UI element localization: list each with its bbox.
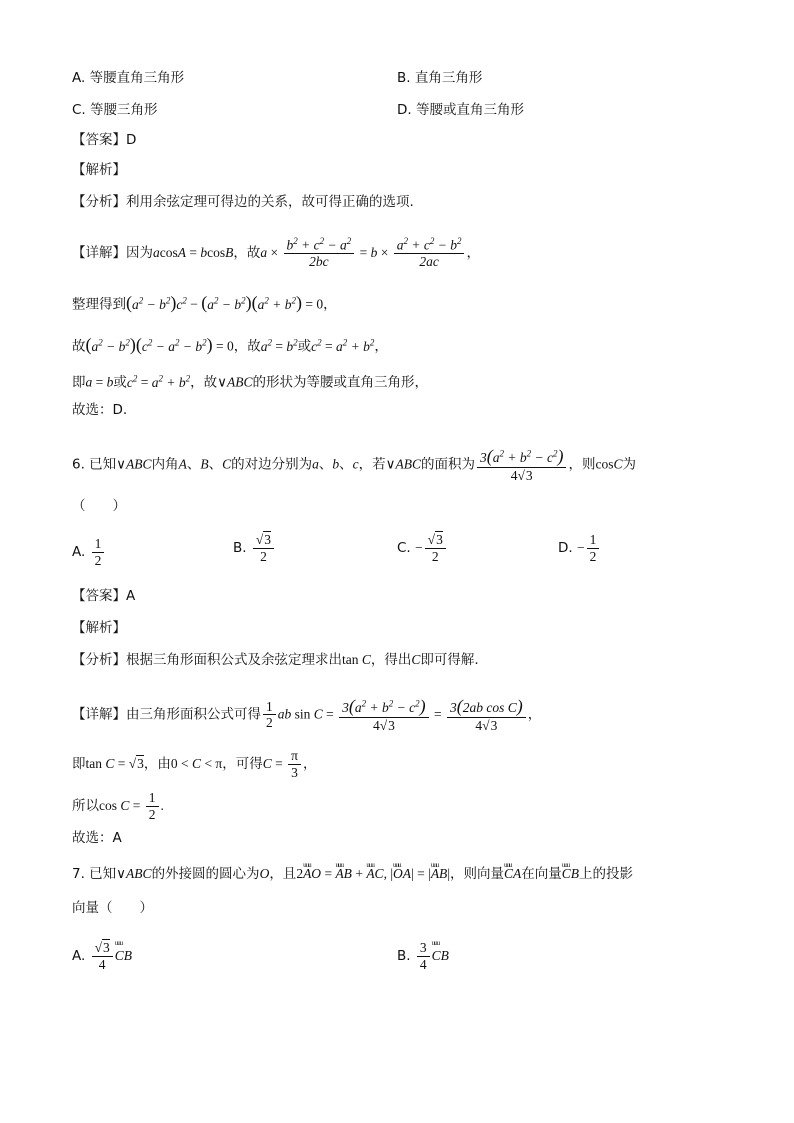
equation: a <box>153 244 160 260</box>
q6-option-d: D. − $\frac{1}{2}$ <box>558 532 601 564</box>
detail-text: 即 <box>72 756 86 773</box>
q5-jiexi: 【解析】 <box>72 162 126 178</box>
stem-text: 的外接圆的圆心为 <box>151 866 260 882</box>
stem-text: 的对边分别为 <box>231 456 313 473</box>
detail-text: ，由 <box>143 756 171 773</box>
detail-tag: 【详解】 <box>72 706 126 723</box>
fraction: $\frac{√3}{4}$ <box>92 940 113 972</box>
fraction: $\frac{1}{2}$ <box>587 532 600 564</box>
stem-text: 为 <box>622 456 636 473</box>
q5-option-c: C. 等腰三角形 <box>72 102 158 118</box>
stem-text: 在向量 <box>521 866 562 882</box>
q5-detail-line-1: 【详解】因为acosA = bcosB，故a × $\frac{b^2 + c^2 - a^2}{2bc}$ = b × $\frac{a^2 + c^2 - b^2}{2ac}$ ， <box>72 236 480 270</box>
q6-stem: 6. 已知∨ABC内角A、B、C的对边分别为a、b、c，若∨ABC的面积为 $\frac{3(a^2 + b^2 - c^2)}{4√3}$ ，则cosC为 <box>72 446 636 483</box>
detail-text: 整理得到 <box>72 296 126 313</box>
q6-option-c: C. − $\frac{√3}{2}$ <box>397 532 448 564</box>
q5-option-a: A. 等腰直角三角形 <box>72 70 185 86</box>
answer-tag: 【答案】 <box>72 588 126 604</box>
q6-detail-line-1: 【详解】由三角形面积公式可得 $\frac{1}{2}$ ab sin C = $\frac{3(a^2 + b^2 - c^2)}{4√3}$ = $\frac{\text{3(2ab cos C)}}{4√3}$ ， <box>72 696 542 733</box>
q6-detail-line-3: 所以cos C = $\frac{1}{2}$ . <box>72 790 164 822</box>
q5-answer <box>72 130 136 150</box>
fraction: $\frac{a^2 + c^2 - b^2}{2ac}$ <box>394 236 465 270</box>
q5-option-d: D. 等腰或直角三角形 <box>397 102 524 118</box>
q6-jiexi: 【解析】 <box>72 620 126 636</box>
stem-text: 内角 <box>151 456 179 473</box>
analysis-tag: 【分析】 <box>72 652 126 668</box>
fraction: $\frac{3(a^2 + b^2 - c^2)}{4√3}$ <box>339 696 428 733</box>
analysis-text: 即可得解. <box>420 652 479 668</box>
q6-paren: （ ） <box>72 498 126 514</box>
detail-text: 由三角形面积公式可得 <box>126 706 261 723</box>
fraction: $\frac{√3}{2}$ <box>253 532 274 564</box>
answer-tag: 【答案】 <box>72 132 126 148</box>
fraction: $\frac{\pi}{3}$ <box>288 748 301 780</box>
analysis-text: ，得出 <box>370 652 412 668</box>
q5-choose: 故选：D. <box>72 402 128 418</box>
fraction: $\frac{3(a^2 + b^2 - c^2)}{4√3}$ <box>477 446 566 483</box>
option-label: C. <box>397 540 411 557</box>
q7-stem-2: 向量（ ） <box>72 900 153 916</box>
option-label: D. <box>558 540 573 557</box>
fraction: $\frac{\text{3(2ab cos C)}}{4√3}$ <box>447 696 526 733</box>
option-label: A. <box>72 948 86 965</box>
fraction: $\frac{3}{4}$ <box>417 940 430 972</box>
detail-tag: 【详解】 <box>72 244 126 261</box>
option-label: A. <box>72 544 86 561</box>
q5-detail-line-3: 故$(a^2 - b^2)(c^2 - a^2 - b^2) = 0$，故$a^2 = b^2$或$c^2 = a^2 + b^2$， <box>72 334 388 355</box>
detail-text: 故 <box>72 338 86 355</box>
analysis-tag: 【分析】 <box>72 194 126 210</box>
fraction: $\frac{1}{2}$ <box>263 699 276 731</box>
q6-option-a <box>72 536 106 568</box>
q5-option-b: B. 直角三角形 <box>397 70 483 86</box>
q6-choose: 故选：A <box>72 830 122 846</box>
q7-option-a: A. $\frac{√3}{4}$ uuu CB <box>72 940 132 972</box>
fraction: $\frac{b^2 + c^2 - a^2}{2bc}$ <box>284 236 355 270</box>
detail-text: 因为 <box>126 244 153 261</box>
question-number: 7. 已知 <box>72 866 117 882</box>
q6-analysis: 【分析】根据三角形面积公式及余弦定理求出tan C，得出C即可得解. <box>72 652 479 668</box>
option-label: B. <box>233 540 247 557</box>
question-number: 6. 已知 <box>72 456 117 473</box>
detail-text: ，故 <box>190 374 218 391</box>
stem-text: ，则向量 <box>450 866 505 882</box>
fraction: $\frac{1}{2}$ <box>92 536 105 568</box>
q7-stem: 7. 已知∨ABC的外接圆的圆心为O，且2uuu AO = uuu AB + uuu AC, |uuu OA| = |uuu AB|，则向量uuu CA在向量uuu CB上的投影 <box>72 864 633 884</box>
answer-value: D <box>126 132 137 148</box>
q7-option-b: B. $\frac{3}{4}$ uuu CB <box>397 940 449 972</box>
analysis-text: 根据三角形面积公式及余弦定理求出 <box>126 652 342 668</box>
analysis-text: 利用余弦定理可得边的关系，故可得正确的选项. <box>126 194 414 210</box>
q5-analysis <box>72 192 414 212</box>
stem-text: ，且 <box>269 866 297 882</box>
q6-option-b <box>233 532 276 564</box>
stem-text: 上的投影 <box>579 866 634 882</box>
stem-text: ，若 <box>358 456 386 473</box>
q6-detail-line-2: 即tan C = √3，由0 < C < π，可得C = $\frac{\pi}{3}$ ， <box>72 748 317 780</box>
detail-text: 所以 <box>72 798 99 815</box>
option-label: B. <box>397 948 411 965</box>
q5-detail-line-4: 即a = b或$c^2 = a^2 + b^2$，故∨ABC的形状为等腰或直角三角形， <box>72 373 429 391</box>
fraction: $\frac{√3}{2}$ <box>425 532 446 564</box>
detail-text: 即 <box>72 374 86 391</box>
stem-text: ，则 <box>568 456 596 473</box>
fraction: $\frac{1}{2}$ <box>146 790 159 822</box>
answer-value: A <box>126 588 136 604</box>
stem-text: 的面积为 <box>420 456 475 473</box>
q5-detail-line-2: 整理得到$(a^2 - b^2)c^2 - (a^2 - b^2)(a^2 + b^2) = 0$， <box>72 292 337 313</box>
detail-text: ，可得 <box>222 756 263 773</box>
q6-answer <box>72 586 135 606</box>
detail-text: 的形状为等腰或直角三角形， <box>252 374 429 391</box>
